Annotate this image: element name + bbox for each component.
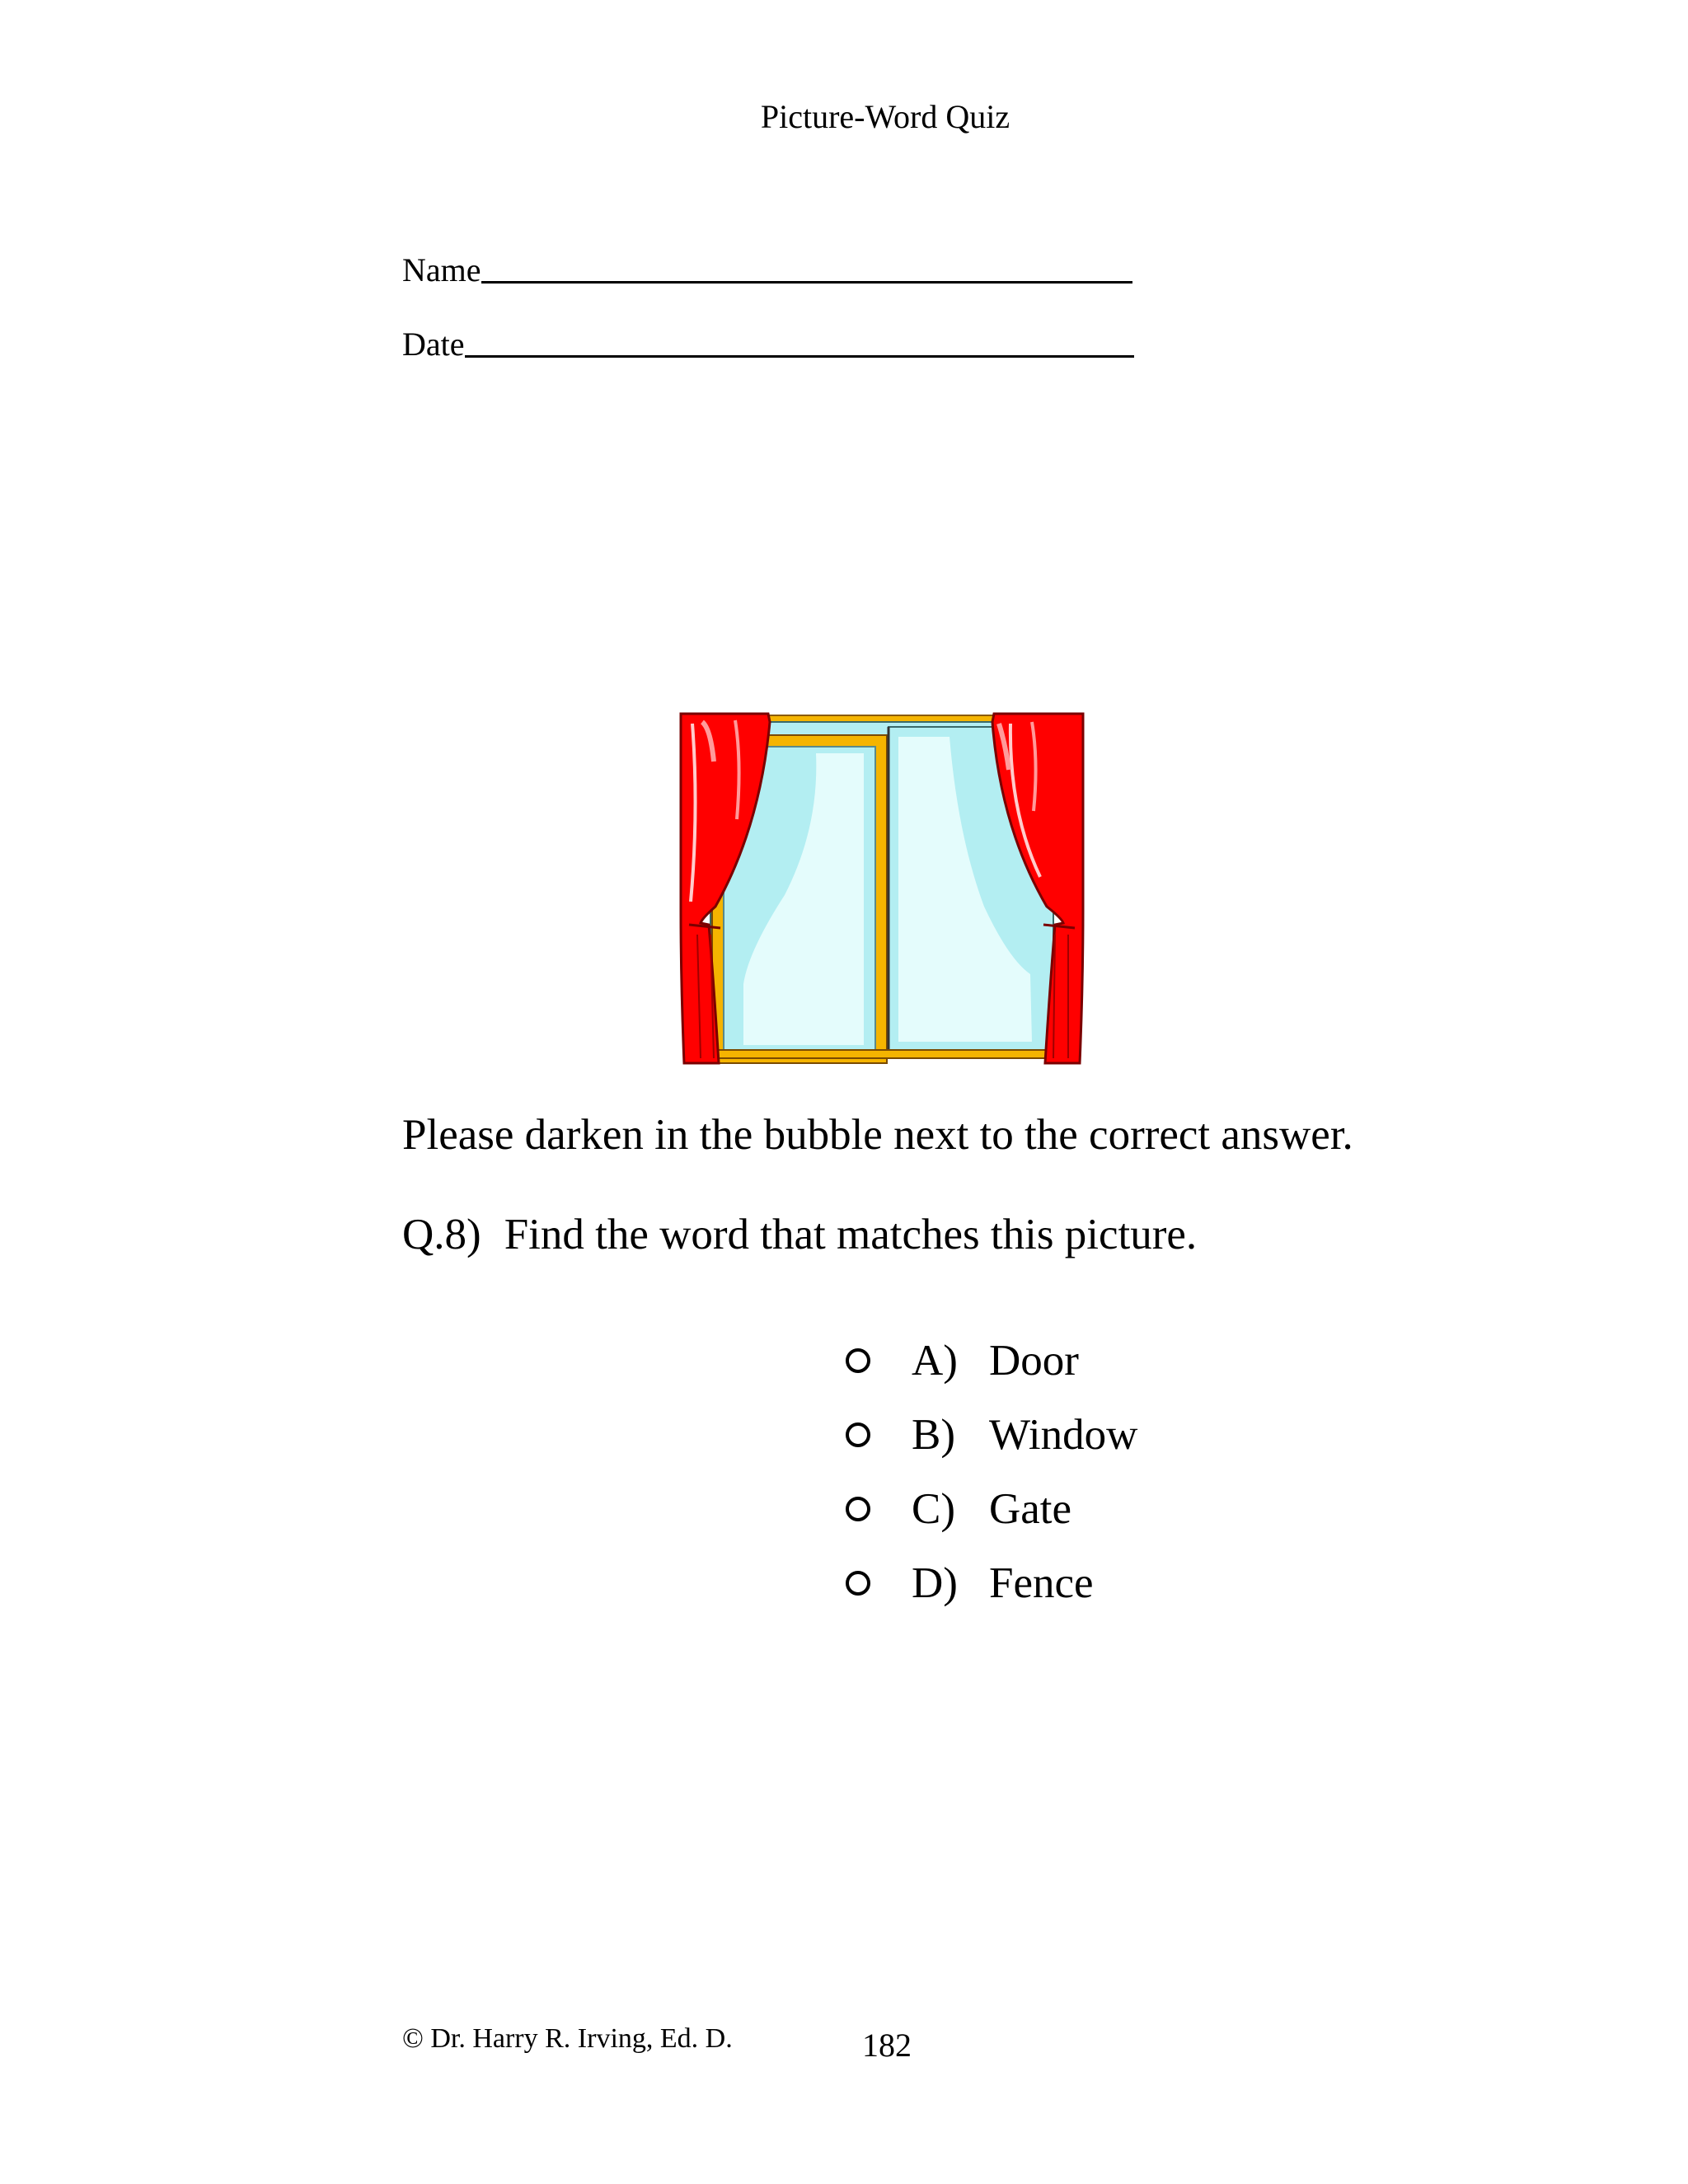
option-a[interactable]: [844, 1324, 1137, 1398]
option-letter: B): [912, 1411, 955, 1459]
answer-bubble-c[interactable]: [846, 1497, 870, 1521]
question-prompt: [402, 1208, 1197, 1261]
page-number: 182: [862, 2027, 912, 2064]
copyright-notice: © Dr. Harry R. Irving, Ed. D.: [402, 2023, 733, 2054]
option-text: Door: [989, 1337, 1079, 1385]
question-number: Q.8): [402, 1211, 481, 1258]
option-letter: A): [912, 1337, 958, 1385]
window-with-red-curtains-icon: [678, 712, 1086, 1068]
option-text: Window: [989, 1411, 1138, 1459]
instructions-text: Please darken in the bubble next to the correct answer.: [402, 1111, 1353, 1159]
name-blank-line[interactable]: [481, 281, 1132, 284]
answer-bubble-d[interactable]: [846, 1571, 870, 1596]
option-letter: C): [912, 1485, 955, 1533]
option-d[interactable]: [844, 1546, 1137, 1620]
option-letter: D): [912, 1559, 958, 1607]
name-field[interactable]: [402, 251, 1132, 290]
date-blank-line[interactable]: [465, 355, 1134, 358]
answer-options: [844, 1324, 1137, 1620]
option-c[interactable]: [844, 1472, 1137, 1546]
option-b[interactable]: [844, 1398, 1137, 1472]
question-text: Find the word that matches this picture.: [504, 1211, 1198, 1258]
option-text: Fence: [989, 1559, 1094, 1607]
name-label: Name: [402, 251, 481, 288]
answer-bubble-b[interactable]: [846, 1422, 870, 1447]
answer-bubble-a[interactable]: [846, 1348, 870, 1373]
page-title: Picture-Word Quiz: [760, 98, 1010, 135]
date-field[interactable]: [402, 325, 1134, 364]
option-text: Gate: [989, 1485, 1072, 1533]
date-label: Date: [402, 326, 465, 363]
